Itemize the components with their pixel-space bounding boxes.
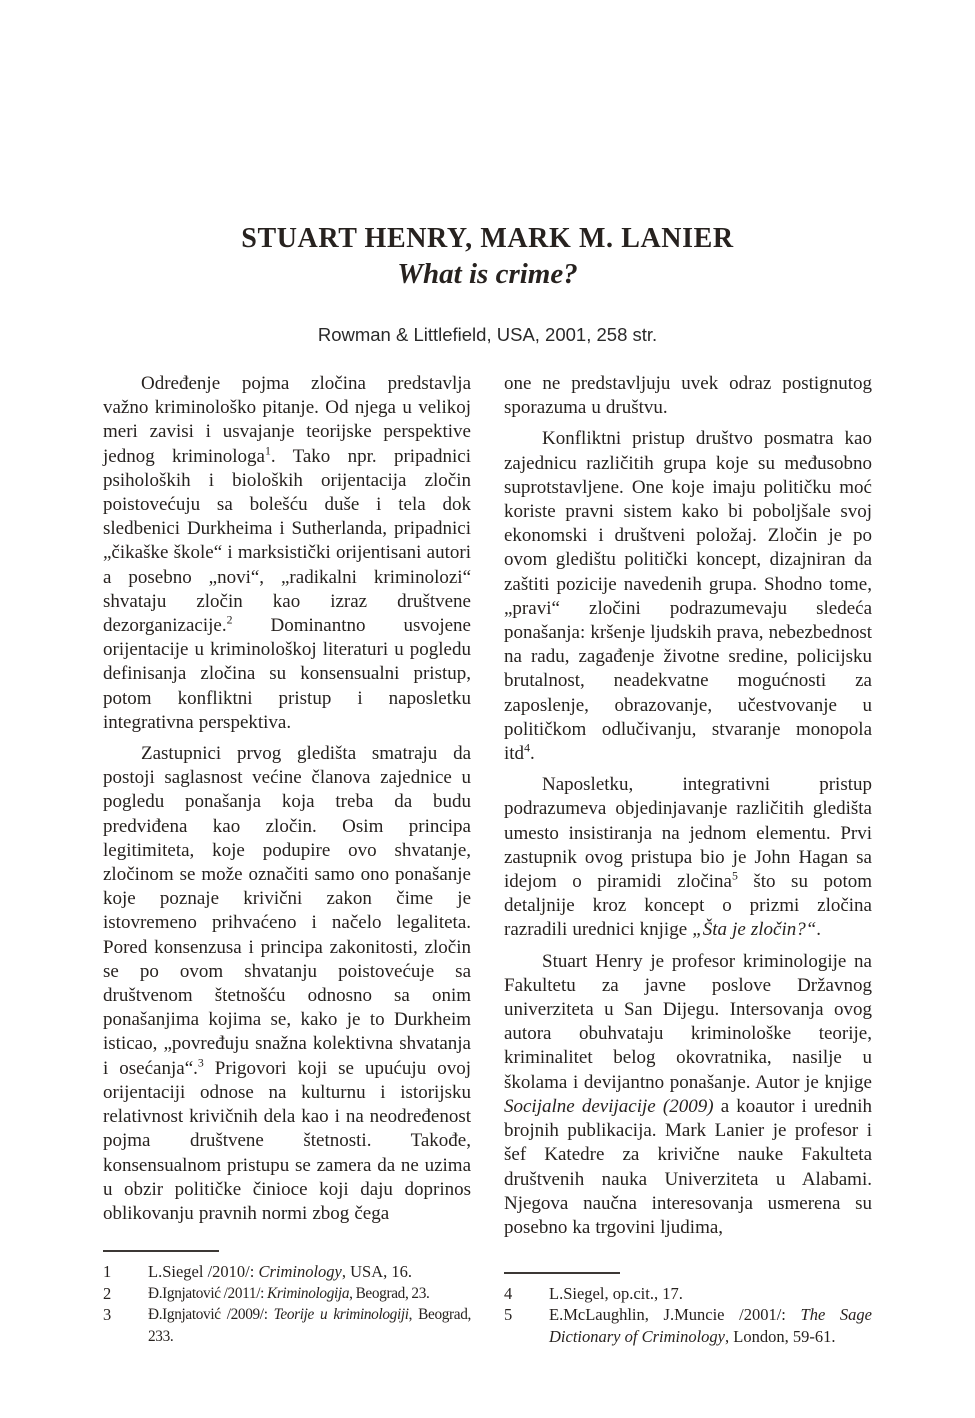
footnote-text [148,1261,471,1283]
footnote-number: 3 [103,1305,112,1325]
footnote [103,1304,471,1348]
paragraph [103,372,471,735]
text-run: Konfliktni pristup društvo posmatra kao zajednicu različitih grupa koje su međusobno suprotstavljene. One koje imaju političku moć koriste pravni sistem kako bi poboljšale svoj ekonomski i društveni položaj. Zločin je po ovom gledištu politički koncept, dizajniran da zaštiti pozicije navedenih grupa. Shodno tome, „pravi“ zločini podrazumevaju sledeća ponašanja: kršenje ljudskih prava, nebezbednost na radu, zagađenje životne sredine, policijsku brutalnost, neadekvatne mogućnosti za zaposlenje, obrazovanje, učestvovanje u političkom odlučivanju, stvaranje monopola itd [504,428,872,765]
text-run: L.Siegel /2010/: [148,1261,259,1281]
footnote-ref: 1 [264,444,271,458]
footnote-text [148,1304,471,1348]
italic-text: „Šta je zločin?“ [692,919,817,941]
text-run: . [529,743,535,765]
footnote [103,1261,471,1283]
footnote-number: 2 [103,1283,112,1303]
text-run: , Beograd, 233. [148,1306,472,1346]
text-run: Prigovori koji se upućuju ovoj orijentaciji odnose na kulturnu i istorijsku relativnost krivičnih dela kao i na neodređenost pojma društvene štetnosti. Takođe, konsensualnom pristupu se zamera da ne uzima u obzir političke činioce koji daju doprinos oblikovanju pravnih normi zbog čega [103,1057,472,1224]
text-run: . [816,919,822,941]
left-column-paragraphs [103,372,471,1233]
paragraph [504,427,872,766]
text-run: . Tako npr. pripadnici psiholoških i bioloških orijentacija zločin poistovećuju sa bolešću duše i tela dok sledbenici Durkheima i Sutherlanda, pripadnici „čikaške škole“ i marksistički orijentisani autori a posebno „novi“, „radikalni kriminolozi“ shvataju zločin kao izraz društvene dezorganizacije. [103,445,472,637]
text-run: , London, 59-61. [725,1327,836,1347]
text-run: Naposletku, integrativni pristup podrazumeva objedinjavanje različitih gledišta umesto insistiranja na jednom elementu. Prvi zastupnik ovog pristupa bio je John Hagan sa idejom o piramidi zločina [504,774,872,893]
text-run: one ne predstavljuju uvek odraz postignutog sporazuma u društvu. [504,373,872,419]
footnote-ref: 5 [732,869,738,883]
text-run: Stuart Henry je profesor kriminologije na Fakultetu za javne poslove Državnog univerziteta u San Dijegu. Intersovanja ovog autora obuhvataju kriminološke teorije, kriminalitet belog okovratnika, nasilje u školama i devijantno ponašanje. Autor je knjige [504,950,872,1093]
text-run: , USA, 16. [341,1261,413,1281]
authors-heading: STUART HENRY, MARK M. LANIER [241,223,734,254]
left-column [103,372,471,1348]
text-run: E.McLaughlin, J.Muncie /2001/: [549,1305,801,1325]
paragraph [103,742,471,1226]
text-run: a koautor i urednih brojnih publikacija. Mark Lanier je profesor i šef Katedre za krivične nauke Fakulteta društvenih nauka Univerziteta u Alabami. Njegova naučna interesovanja usmerena su posebno ka trgovini ljudima, [504,1095,872,1238]
italic-text: Teorije u kriminologiji [273,1306,409,1324]
footnote-separator [504,1272,620,1274]
paragraph [504,773,872,942]
right-column [504,372,872,1348]
footnote-ref: 4 [524,741,530,755]
footnote [504,1283,872,1305]
text-run: Đ.Ignjatović /2011/: [148,1284,267,1302]
review-header [0,0,975,346]
text-run: , Beograd, 23. [349,1284,430,1302]
paragraph [504,372,872,420]
footnote-separator [103,1250,219,1252]
footnote [103,1283,471,1305]
footnote-number: 4 [504,1283,513,1303]
text-run: Određenje pojma zločina predstavlja važno kriminološko pitanje. Od njega u velikoj meri zavisi i usvajanje teorijske perspektive jednog kriminologa [103,373,471,467]
publisher-line: Rowman & Littlefield, USA, 2001, 258 str. [317,324,658,345]
footnote-text [148,1283,471,1305]
two-column-body [103,372,872,1348]
footnote-number: 1 [103,1261,112,1281]
italic-text: Criminology [258,1261,342,1281]
left-column-footnotes [103,1250,471,1348]
footnote-list [504,1283,872,1348]
italic-text: Kriminologija [266,1284,350,1302]
text-run: Dominantno usvojene orijentacije u kriminološkoj literaturi u pogledu definisanja zločina su konsensualni pristup, potom konfliktni pristup i naposletku integrativna perspektiva. [103,615,471,733]
footnote-text [549,1304,872,1348]
text-run: Đ.Ignjatović /2009/: [148,1306,274,1324]
right-column-footnotes [504,1272,872,1348]
paragraph [504,950,872,1240]
italic-text: The Sage Dictionary of Criminology [549,1305,872,1347]
footnote-number: 5 [504,1305,513,1325]
book-title: What is crime? [397,258,578,290]
text-run: L.Siegel, op.cit., 17. [549,1283,683,1303]
italic-text: Socijalne devijacije (2009) [504,1095,714,1117]
right-column-paragraphs [504,372,872,1247]
footnote [504,1304,872,1348]
footnote-text [549,1283,872,1305]
footnote-list [103,1261,471,1348]
footnote-ref: 2 [226,613,233,627]
footnote-ref: 3 [197,1056,204,1070]
text-run: Zastupnici prvog gledišta smatraju da postoji saglasnost većine članova zajednice u pogledu ponašanja koja treba da budu predviđena kao zločin. Osim principa legitimiteta, koje podupire ovo shvatanje, zločinom se može označiti samo ono ponašanje koje poznaje krivični zakon čime je istovremeno prihvaćeno i načelo legaliteta. Pored konsenzusa i principa zakonitosti, zločin se po ovom shvatanju poistovećuje sa društvenom štetnošću odnosno sa onim ponašanjima kojima se, kako je to Durkheim isticao, „povređuju snažna kolektivna shvatanja i osećanja“. [103,743,471,1079]
text-run: što su potom detaljnije kroz koncept o prizmi zločina razradili urednici knjige [504,871,873,941]
